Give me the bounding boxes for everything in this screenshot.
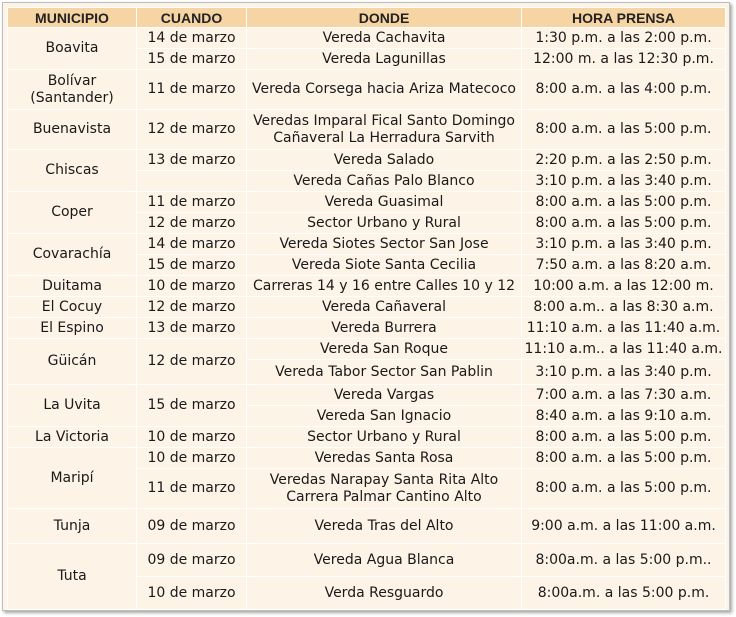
cuando-cell: 13 de marzo bbox=[137, 150, 247, 171]
hora-cell: 8:00 a.m. a las 5:00 p.m. bbox=[522, 469, 726, 509]
municipio-cell: La Uvita bbox=[8, 385, 137, 427]
donde-cell: Vereda Corsega hacia Ariza Matecoco bbox=[247, 70, 522, 110]
cuando-cell: 15 de marzo bbox=[137, 255, 247, 276]
hora-cell: 10:00 a.m. a las 12:00 m. bbox=[522, 276, 726, 297]
municipio-cell: El Espino bbox=[8, 318, 137, 339]
cuando-cell: 12 de marzo bbox=[137, 297, 247, 318]
donde-cell: Vereda Lagunillas bbox=[247, 49, 522, 70]
cuando-cell: 12 de marzo bbox=[137, 110, 247, 150]
municipio-cell: Buenavista bbox=[8, 110, 137, 150]
table-row bbox=[8, 150, 726, 171]
table-row bbox=[8, 234, 726, 255]
hora-cell: 8:00 a.m. a las 5:00 p.m. bbox=[522, 110, 726, 150]
table-row bbox=[8, 544, 726, 577]
table-row bbox=[8, 110, 726, 150]
cuando-cell: 10 de marzo bbox=[137, 577, 247, 610]
municipio-cell: Güicán bbox=[8, 339, 137, 385]
cuando-cell: 13 de marzo bbox=[137, 318, 247, 339]
donde-cell: Vereda San Roque bbox=[247, 339, 522, 360]
table-row bbox=[8, 448, 726, 469]
donde-cell: Vereda Vargas bbox=[247, 385, 522, 406]
donde-cell: Carreras 14 y 16 entre Calles 10 y 12 bbox=[247, 276, 522, 297]
municipio-cell: El Cocuy bbox=[8, 297, 137, 318]
table-row bbox=[8, 318, 726, 339]
municipio-cell: Boavita bbox=[8, 28, 137, 70]
cuando-cell: 15 de marzo bbox=[137, 49, 247, 70]
table-row bbox=[8, 339, 726, 360]
header-hora-prensa: HORA PRENSA bbox=[522, 8, 726, 28]
cuando-cell: 09 de marzo bbox=[137, 509, 247, 544]
hora-cell: 7:00 a.m. a las 7:30 a.m. bbox=[522, 385, 726, 406]
table-row bbox=[8, 28, 726, 49]
table-row bbox=[8, 385, 726, 406]
cuando-cell: 09 de marzo bbox=[137, 544, 247, 577]
table-row bbox=[8, 192, 726, 213]
table-row bbox=[8, 70, 726, 110]
hora-cell: 8:00a.m. a las 5:00 p.m. bbox=[522, 577, 726, 610]
hora-cell: 8:40 a.m. a las 9:10 a.m. bbox=[522, 406, 726, 427]
schedule-table bbox=[7, 7, 726, 610]
table-row bbox=[8, 276, 726, 297]
hora-cell: 8:00 a.m. a las 5:00 p.m. bbox=[522, 427, 726, 448]
hora-cell: 8:00 a.m.. a las 8:30 a.m. bbox=[522, 297, 726, 318]
donde-cell: Vereda Guasimal bbox=[247, 192, 522, 213]
header-municipio: MUNICIPIO bbox=[8, 8, 137, 28]
donde-cell: Vereda Siote Santa Cecilia bbox=[247, 255, 522, 276]
hora-cell: 7:50 a.m. a las 8:20 a.m. bbox=[522, 255, 726, 276]
municipio-cell: Covarachía bbox=[8, 234, 137, 276]
table-row bbox=[8, 509, 726, 544]
donde-cell: Vereda Salado bbox=[247, 150, 522, 171]
donde-cell: Vereda Cachavita bbox=[247, 28, 522, 49]
cuando-cell: 11 de marzo bbox=[137, 192, 247, 213]
cuando-cell: 12 de marzo bbox=[137, 213, 247, 234]
donde-cell: Vereda San Ignacio bbox=[247, 406, 522, 427]
hora-cell: 2:20 p.m. a las 2:50 p.m. bbox=[522, 150, 726, 171]
cuando-cell bbox=[137, 171, 247, 192]
cuando-cell: 15 de marzo bbox=[137, 385, 247, 427]
table-row bbox=[8, 297, 726, 318]
hora-cell: 8:00 a.m. a las 5:00 p.m. bbox=[522, 448, 726, 469]
municipio-cell: Chiscas bbox=[8, 150, 137, 192]
header-cuando: CUANDO bbox=[137, 8, 247, 28]
donde-cell: Sector Urbano y Rural bbox=[247, 213, 522, 234]
donde-cell: Veredas Imparal Fical Santo Domingo Cañaveral La Herradura Sarvith bbox=[247, 110, 522, 150]
hora-cell: 8:00 a.m. a las 5:00 p.m. bbox=[522, 213, 726, 234]
donde-cell: Vereda Tabor Sector San Pablin bbox=[247, 360, 522, 385]
municipio-cell: Maripí bbox=[8, 448, 137, 509]
municipio-cell: Tunja bbox=[8, 509, 137, 544]
table-frame bbox=[2, 2, 730, 611]
hora-cell: 1:30 p.m. a las 2:00 p.m. bbox=[522, 28, 726, 49]
donde-cell: Verda Resguardo bbox=[247, 577, 522, 610]
municipio-cell: Duitama bbox=[8, 276, 137, 297]
hora-cell: 8:00 a.m. a las 4:00 p.m. bbox=[522, 70, 726, 110]
header-donde: DONDE bbox=[247, 8, 522, 28]
hora-cell: 12:00 m. a las 12:30 p.m. bbox=[522, 49, 726, 70]
hora-cell: 3:10 p.m. a las 3:40 p.m. bbox=[522, 360, 726, 385]
donde-cell: Vereda Agua Blanca bbox=[247, 544, 522, 577]
table-row bbox=[8, 427, 726, 448]
hora-cell: 8:00a.m. a las 5:00 p.m.. bbox=[522, 544, 726, 577]
hora-cell: 11:10 a.m.. a las 11:40 a.m. bbox=[522, 339, 726, 360]
municipio-cell: La Victoria bbox=[8, 427, 137, 448]
donde-cell: Vereda Cañaveral bbox=[247, 297, 522, 318]
municipio-cell: Tuta bbox=[8, 544, 137, 610]
cuando-cell: 14 de marzo bbox=[137, 234, 247, 255]
cuando-cell: 11 de marzo bbox=[137, 70, 247, 110]
donde-cell: Vereda Siotes Sector San Jose bbox=[247, 234, 522, 255]
cuando-cell: 10 de marzo bbox=[137, 448, 247, 469]
hora-cell: 3:10 p.m. a las 3:40 p.m. bbox=[522, 234, 726, 255]
municipio-cell: Bolívar (Santander) bbox=[8, 70, 137, 110]
cuando-cell: 11 de marzo bbox=[137, 469, 247, 509]
cuando-cell: 10 de marzo bbox=[137, 276, 247, 297]
donde-cell: Sector Urbano y Rural bbox=[247, 427, 522, 448]
donde-cell: Vereda Cañas Palo Blanco bbox=[247, 171, 522, 192]
header-row bbox=[8, 8, 726, 28]
hora-cell: 3:10 p.m. a las 3:40 p.m. bbox=[522, 171, 726, 192]
donde-cell: Vereda Burrera bbox=[247, 318, 522, 339]
hora-cell: 8:00 a.m. a las 5:00 p.m. bbox=[522, 192, 726, 213]
cuando-cell: 10 de marzo bbox=[137, 427, 247, 448]
hora-cell: 9:00 a.m. a las 11:00 a.m. bbox=[522, 509, 726, 544]
hora-cell: 11:10 a.m. a las 11:40 a.m. bbox=[522, 318, 726, 339]
cuando-cell: 12 de marzo bbox=[137, 339, 247, 385]
donde-cell: Vereda Tras del Alto bbox=[247, 509, 522, 544]
donde-cell: Veredas Santa Rosa bbox=[247, 448, 522, 469]
cuando-cell: 14 de marzo bbox=[137, 28, 247, 49]
donde-cell: Veredas Narapay Santa Rita Alto Carrera Palmar Cantino Alto bbox=[247, 469, 522, 509]
municipio-cell: Coper bbox=[8, 192, 137, 234]
